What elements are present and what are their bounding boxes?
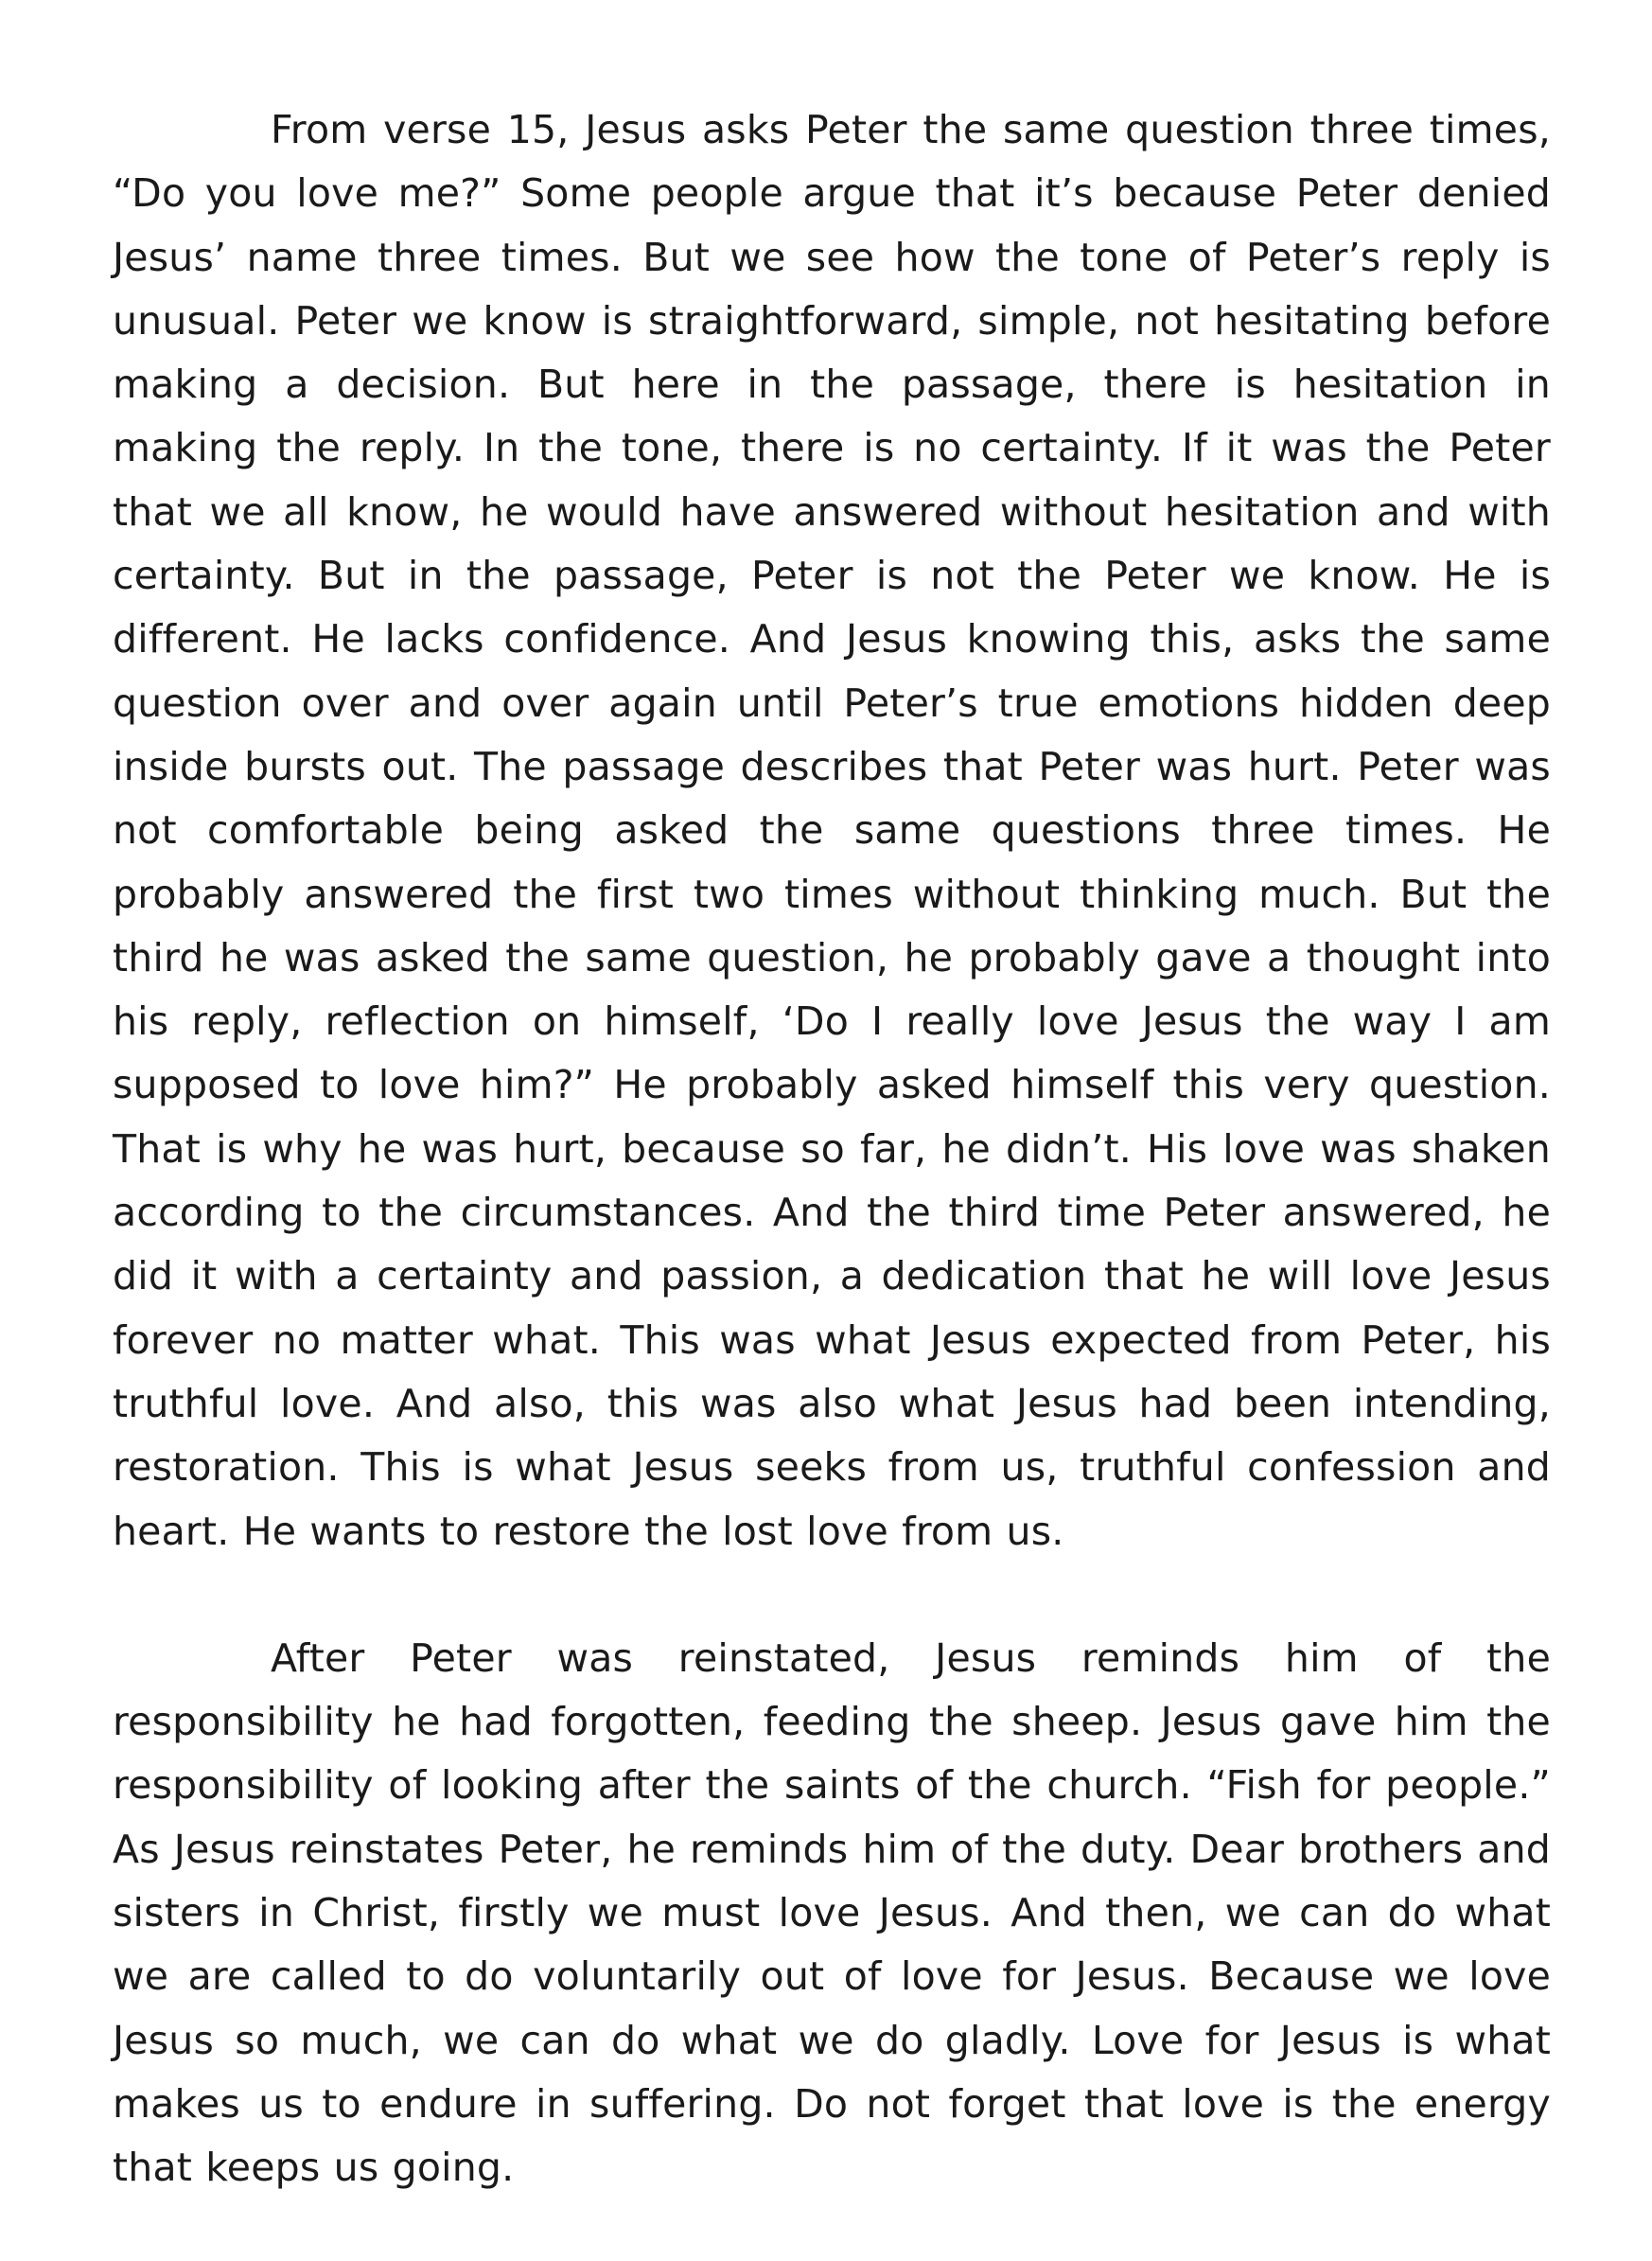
paragraph-peter-questioned: From verse 15, Jesus asks Peter the same question three times, “Do you love me?” Some people argue that it’s because Peter denied Jesus’ name three times. But we see how the tone of Peter’s reply is unusual. Peter we know is straightforward, simple, not hesitating before making a decision. But here in the passage, there is hesitation in making the reply. In the tone, there is no certainty. If it was the Peter that we all know, he would have answered without hesitation and with certainty. But in the passage, Peter is not the Peter we know. He is different. He lacks confidence. And Jesus knowing this, asks the same question over and over again until Peter’s true emotions hidden deep inside bursts out. The passage describes that Peter was hurt. Peter was not comfortable being asked the same questions three times. He probably answered the first two times without thinking much. But the third he was asked the same question, he probably gave a thought into his reply, reflection on himself, ‘Do I really love Jesus the way I am supposed to love him?” He probably asked himself this very question. That is why he was hurt, because so far, he didn’t. His love was shaken according to the circumstances. And the third time Peter answered, he did it with a certainty and passion, a dedication that he will love Jesus forever no matter what. This was what Jesus expected from Peter, his truthful love. And also, this was also what Jesus had been intending, restoration. This is what Jesus seeks from us, truthful confession and heart. He wants to restore the lost love from us. [113,107,1551,1554]
paragraph-peter-reinstated: After Peter was reinstated, Jesus reminds him of the responsibility he had forgotten, feeding the sheep. Jesus gave him the responsibility of looking after the saints of the church. “Fish for people.” As Jesus reinstates Peter, he reminds him of the duty. Dear brothers and sisters in Christ, firstly we must love Jesus. And then, we can do what we are called to do voluntarily out of love for Jesus. Because we love Jesus so much, we can do what we do gladly. Love for Jesus is what makes us to endure in suffering. Do not forget that love is the energy that keeps us going. [113,1634,1551,2191]
document-page [113,98,1551,2200]
